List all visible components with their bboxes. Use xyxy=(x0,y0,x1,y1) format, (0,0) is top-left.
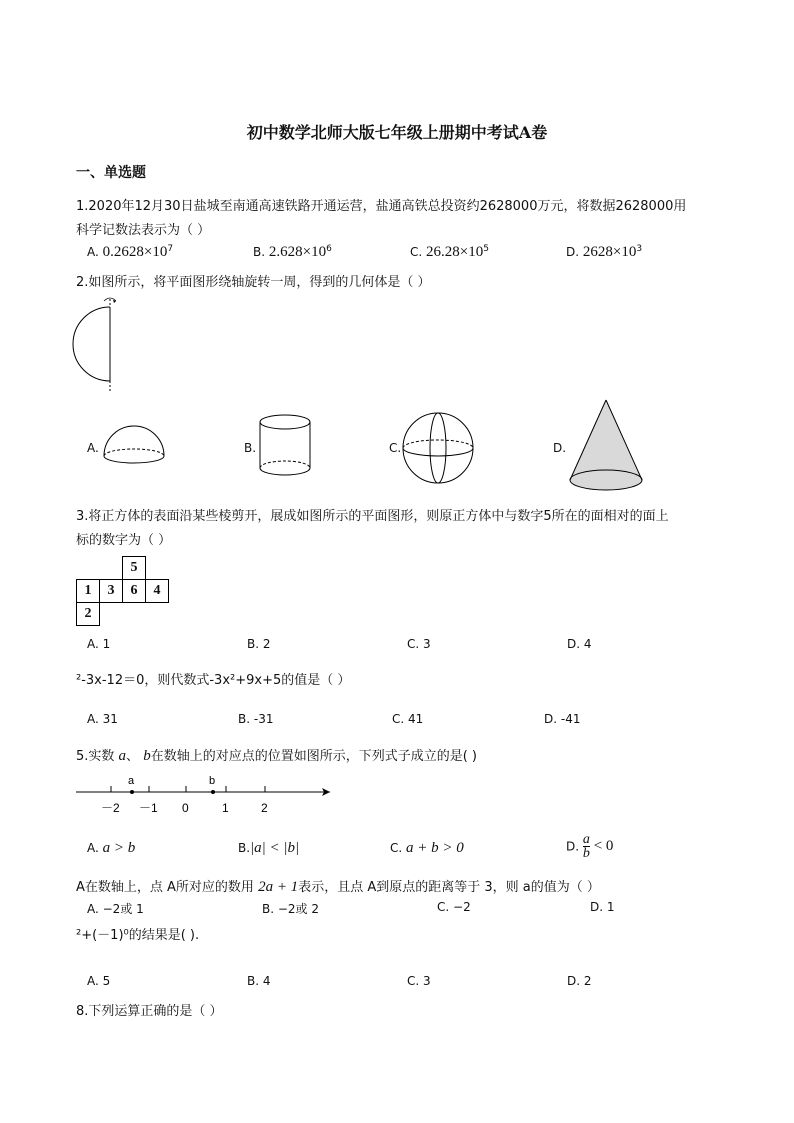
q4-option-d: D. -41 xyxy=(544,712,581,726)
times-ten: ×10 xyxy=(612,244,637,260)
cylinder-icon xyxy=(256,412,316,482)
q5-option-d xyxy=(566,833,613,860)
q2-option-d-label: D. xyxy=(553,441,567,455)
question-2-text: 2.如图所示，将平面图形绕轴旋转一周，得到的几何体是（ ） xyxy=(76,275,431,290)
exponent: 6 xyxy=(326,244,332,254)
var-b: b xyxy=(143,748,151,764)
fraction-denominator: b xyxy=(582,846,590,861)
tick-label: －2 xyxy=(101,801,120,815)
q5-separator: 、 xyxy=(126,749,140,764)
q4-option-c: C. 41 xyxy=(392,712,424,726)
tick-label: 0 xyxy=(182,801,189,815)
q6-option-b: B. −2或 2 xyxy=(262,902,320,916)
q2-option-c-label: C. xyxy=(389,441,402,455)
net-empty xyxy=(100,603,123,626)
q7-option-a: A. 5 xyxy=(87,974,111,988)
q1-option-c xyxy=(410,244,489,261)
q5-text-start: 5.实数 xyxy=(76,749,119,764)
option-expr: a + b > 0 xyxy=(406,840,464,856)
option-label: A. xyxy=(87,245,99,259)
q5-option-b xyxy=(238,840,299,857)
q5-option-a xyxy=(87,840,135,857)
net-empty xyxy=(100,557,123,580)
cube-net xyxy=(76,556,169,626)
question-5-text xyxy=(76,745,477,765)
q7-option-b: B. 4 xyxy=(247,974,271,988)
question-3-line-1: 3.将正方体的表面沿某些棱剪开，展成如图所示的平面图形，则原正方体中与数字5所在的面相对的面上 xyxy=(76,509,669,524)
point-b-label: b xyxy=(209,775,216,787)
q5-text-end: 在数轴上的对应点的位置如图所示，下列式子成立的是( ) xyxy=(150,749,477,764)
point-a-label: a xyxy=(128,775,135,787)
option-expr: a > b xyxy=(102,840,136,856)
question-3-line-2: 标的数字为（ ） xyxy=(76,533,172,548)
question-8-text: 8.下列运算正确的是（ ） xyxy=(76,1004,223,1019)
q4-option-b: B. -31 xyxy=(238,712,274,726)
q2-option-b-label: B. xyxy=(244,441,257,455)
option-label: D. xyxy=(566,245,580,259)
section-heading: 一、单选题 xyxy=(76,165,146,181)
tick-label: －1 xyxy=(139,801,158,815)
q4-option-a: A. 31 xyxy=(87,712,118,726)
q6-text-end: 表示，且点 A到原点的距离等于 3，则 a的值为（ ） xyxy=(298,880,600,895)
exponent: 7 xyxy=(167,244,174,254)
option-mantissa: 2.628 xyxy=(268,244,303,260)
option-mantissa: 26.28 xyxy=(426,244,460,260)
times-ten: ×10 xyxy=(459,244,484,260)
option-label: C. xyxy=(390,841,403,855)
net-cell: 4 xyxy=(146,580,169,603)
question-1-line-2: 科学记数法表示为（ ） xyxy=(76,223,211,238)
net-cell: 5 xyxy=(123,557,146,580)
net-empty xyxy=(123,603,146,626)
semicircle-figure xyxy=(70,295,130,395)
q3-option-a: A. 1 xyxy=(87,637,111,651)
q7-option-c: C. 3 xyxy=(407,974,431,988)
q1-option-d xyxy=(566,244,642,261)
question-6-text xyxy=(76,876,600,896)
tick-label: 1 xyxy=(222,801,229,815)
q3-option-c: C. 3 xyxy=(407,637,431,651)
option-label: B. xyxy=(238,841,251,855)
net-empty xyxy=(77,557,100,580)
cone-icon xyxy=(566,398,646,496)
option-label: B. xyxy=(253,245,266,259)
question-7-text: ²+(－1)⁰的结果是( ). xyxy=(76,928,200,943)
net-cell: 6 xyxy=(123,580,146,603)
option-mantissa: 2628 xyxy=(582,244,613,260)
option-label: A. xyxy=(87,841,99,855)
q2-option-a-label: A. xyxy=(87,441,99,455)
net-cell: 2 xyxy=(77,603,100,626)
option-expr: < 0 xyxy=(593,838,614,854)
page-title: 初中数学北师大版七年级上册期中考试A卷 xyxy=(246,123,548,142)
exponent: 5 xyxy=(483,244,489,254)
net-cell: 3 xyxy=(100,580,123,603)
q7-option-d: D. 2 xyxy=(567,974,592,988)
q1-option-a xyxy=(87,244,173,261)
q6-option-d: D. 1 xyxy=(590,900,615,914)
option-mantissa: 0.2628 xyxy=(102,244,144,260)
times-ten: ×10 xyxy=(302,244,327,260)
net-empty xyxy=(146,557,169,580)
q6-option-c: C. −2 xyxy=(437,900,471,914)
number-line xyxy=(72,770,342,820)
sphere-icon xyxy=(400,410,480,486)
option-expr: |a| < |b| xyxy=(250,840,300,856)
exponent: 3 xyxy=(636,244,643,254)
q6-option-a: A. −2或 1 xyxy=(87,902,144,916)
q6-text-start: A在数轴上，点 A所对应的数用 xyxy=(76,880,259,895)
var-a: a xyxy=(118,748,127,764)
net-empty xyxy=(146,603,169,626)
q3-option-b: B. 2 xyxy=(247,637,271,651)
q6-expression: 2a + 1 xyxy=(258,879,299,895)
fraction-numerator: a xyxy=(582,832,590,847)
q3-option-d: D. 4 xyxy=(567,637,592,651)
tick-label: 2 xyxy=(261,801,268,815)
option-label: D. xyxy=(566,839,580,854)
fraction xyxy=(583,833,590,860)
net-cell: 1 xyxy=(77,580,100,603)
q5-option-c xyxy=(390,840,464,857)
question-4-text: ²-3x-12＝0，则代数式-3x²+9x+5的值是（ ） xyxy=(76,673,351,688)
question-1-line-1: 1.2020年12月30日盐城至南通高速铁路开通运营，盐通高铁总投资约2628000万元，将数据2628000用 xyxy=(76,199,687,214)
hemisphere-icon xyxy=(100,420,170,465)
q1-option-b xyxy=(253,244,332,261)
option-label: C. xyxy=(410,245,423,259)
times-ten: ×10 xyxy=(143,244,168,260)
